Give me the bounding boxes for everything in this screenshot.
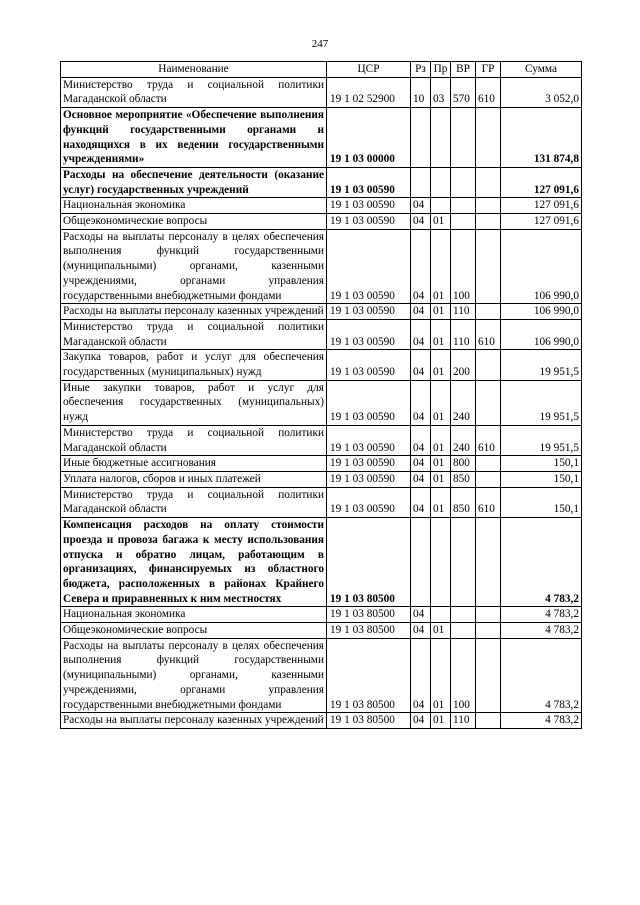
cell-pr [431,607,451,623]
table-row [61,77,582,107]
cell-csr: 19 1 03 00590 [327,214,411,230]
cell-sum: 127 091,6 [501,214,582,230]
cell-pr [431,198,451,214]
table-row [61,319,582,349]
cell-name: Министерство труда и социальной политики Магаданской области [61,487,327,517]
cell-vr: 800 [451,456,476,472]
table-row [61,198,582,214]
cell-rz: 10 [411,77,431,107]
cell-csr: 19 1 03 00000 [327,108,411,168]
cell-name: Министерство труда и социальной политики Магаданской области [61,319,327,349]
cell-name: Расходы на обеспечение деятельности (оказание услуг) государственных учреждений [61,167,327,197]
table-row [61,487,582,517]
cell-gr [476,350,501,380]
cell-csr: 19 1 03 00590 [327,380,411,425]
table-row [61,229,582,304]
cell-sum: 19 951,5 [501,350,582,380]
cell-csr: 19 1 03 00590 [327,487,411,517]
cell-rz [411,518,431,607]
cell-pr: 01 [431,471,451,487]
cell-vr: 110 [451,713,476,729]
cell-name: Уплата налогов, сборов и иных платежей [61,471,327,487]
cell-sum: 106 990,0 [501,229,582,304]
cell-csr: 19 1 03 00590 [327,456,411,472]
cell-pr: 01 [431,319,451,349]
cell-sum: 3 052,0 [501,77,582,107]
cell-sum: 19 951,5 [501,380,582,425]
cell-name: Иные бюджетные ассигнования [61,456,327,472]
cell-gr [476,380,501,425]
cell-vr: 570 [451,77,476,107]
header-vr: ВР [451,62,476,78]
cell-name: Общеэкономические вопросы [61,214,327,230]
table-header-row [61,62,582,78]
header-csr: ЦСР [327,62,411,78]
cell-rz: 04 [411,380,431,425]
cell-vr: 850 [451,487,476,517]
cell-sum: 150,1 [501,456,582,472]
cell-name: Расходы на выплаты персоналу казенных учреждений [61,713,327,729]
cell-vr: 100 [451,229,476,304]
cell-name: Расходы на выплаты персоналу казенных учреждений [61,304,327,320]
cell-vr [451,607,476,623]
cell-rz: 04 [411,319,431,349]
cell-rz: 04 [411,350,431,380]
cell-csr: 19 1 03 00590 [327,229,411,304]
cell-gr [476,304,501,320]
cell-gr: 610 [476,319,501,349]
cell-name: Основное мероприятие «Обеспечение выполнения функций государственными органами и находящихся в их ведении государственными учреждениями» [61,108,327,168]
cell-pr: 01 [431,350,451,380]
cell-name: Национальная экономика [61,607,327,623]
cell-csr: 19 1 03 00590 [327,304,411,320]
budget-table [60,61,582,729]
cell-csr: 19 1 03 00590 [327,319,411,349]
table-row [61,638,582,713]
cell-name: Национальная экономика [61,198,327,214]
cell-gr [476,108,501,168]
cell-pr: 01 [431,456,451,472]
cell-gr [476,623,501,639]
cell-gr [476,167,501,197]
cell-csr: 19 1 03 00590 [327,350,411,380]
cell-vr: 110 [451,319,476,349]
cell-gr [476,214,501,230]
cell-pr: 01 [431,425,451,455]
cell-rz: 04 [411,607,431,623]
cell-gr: 610 [476,77,501,107]
cell-csr: 19 1 03 00590 [327,425,411,455]
cell-vr [451,198,476,214]
cell-csr: 19 1 03 00590 [327,471,411,487]
table-row [61,518,582,607]
cell-csr: 19 1 03 80500 [327,713,411,729]
table-row [61,167,582,197]
table-row [61,607,582,623]
table-row [61,108,582,168]
cell-name: Министерство труда и социальной политики Магаданской области [61,425,327,455]
cell-pr: 01 [431,214,451,230]
cell-pr: 01 [431,638,451,713]
cell-vr: 240 [451,425,476,455]
cell-vr: 240 [451,380,476,425]
cell-gr [476,198,501,214]
cell-pr [431,108,451,168]
cell-gr [476,229,501,304]
cell-sum: 4 783,2 [501,713,582,729]
cell-csr: 19 1 02 52900 [327,77,411,107]
cell-vr: 110 [451,304,476,320]
cell-pr: 01 [431,380,451,425]
cell-sum: 4 783,2 [501,518,582,607]
cell-rz [411,167,431,197]
cell-sum: 106 990,0 [501,319,582,349]
cell-name: Министерство труда и социальной политики Магаданской области [61,77,327,107]
cell-gr [476,456,501,472]
table-row [61,304,582,320]
cell-rz: 04 [411,638,431,713]
cell-vr [451,518,476,607]
cell-rz: 04 [411,214,431,230]
cell-csr: 19 1 03 00590 [327,198,411,214]
cell-csr: 19 1 03 80500 [327,623,411,639]
cell-pr [431,167,451,197]
cell-sum: 4 783,2 [501,607,582,623]
header-gr: ГР [476,62,501,78]
cell-rz: 04 [411,487,431,517]
cell-rz: 04 [411,229,431,304]
cell-gr [476,471,501,487]
cell-gr [476,518,501,607]
cell-sum: 4 783,2 [501,623,582,639]
table-row [61,214,582,230]
table-row [61,380,582,425]
cell-gr: 610 [476,487,501,517]
cell-sum: 4 783,2 [501,638,582,713]
header-rz: Рз [411,62,431,78]
table-row [61,456,582,472]
cell-gr: 610 [476,425,501,455]
cell-rz: 04 [411,198,431,214]
cell-name: Закупка товаров, работ и услуг для обеспечения государственных (муниципальных) нужд [61,350,327,380]
cell-sum: 106 990,0 [501,304,582,320]
cell-rz: 04 [411,623,431,639]
cell-name: Компенсация расходов на оплату стоимости проезда и провоза багажа к месту использования отпуска и обратно лицам, работающим в организациях, финансируемых из областного бюджета, расположенных в районах Крайнего Севера и приравненных к ним местностях [61,518,327,607]
cell-vr: 100 [451,638,476,713]
cell-pr: 01 [431,623,451,639]
cell-csr: 19 1 03 00590 [327,167,411,197]
cell-csr: 19 1 03 80500 [327,607,411,623]
cell-pr: 01 [431,304,451,320]
cell-rz: 04 [411,471,431,487]
cell-rz: 04 [411,425,431,455]
cell-pr: 01 [431,229,451,304]
cell-vr [451,108,476,168]
cell-csr: 19 1 03 80500 [327,638,411,713]
cell-gr [476,713,501,729]
cell-rz [411,108,431,168]
table-row [61,425,582,455]
cell-vr: 850 [451,471,476,487]
table-row [61,623,582,639]
cell-name: Расходы на выплаты персоналу в целях обеспечения выполнения функций государственными (муниципальными) органами, казенными учреждениями, органами управления государственными внебюджетными фондами [61,638,327,713]
header-sum: Сумма [501,62,582,78]
cell-vr [451,214,476,230]
cell-name: Иные закупки товаров, работ и услуг для обеспечения государственных (муниципальных) нужд [61,380,327,425]
cell-sum: 127 091,6 [501,198,582,214]
cell-csr: 19 1 03 80500 [327,518,411,607]
cell-pr: 01 [431,713,451,729]
cell-name: Общеэкономические вопросы [61,623,327,639]
cell-pr: 03 [431,77,451,107]
table-body [61,77,582,728]
table-row [61,713,582,729]
cell-sum: 19 951,5 [501,425,582,455]
cell-vr [451,167,476,197]
cell-rz: 04 [411,456,431,472]
header-pr: Пр [431,62,451,78]
cell-vr [451,623,476,639]
cell-sum: 131 874,8 [501,108,582,168]
cell-name: Расходы на выплаты персоналу в целях обеспечения выполнения функций государственными (муниципальными) органами, казенными учреждениями, органами управления государственными внебюджетными фондами [61,229,327,304]
page-number: 247 [311,38,329,50]
header-name: Наименование [61,62,327,78]
cell-pr [431,518,451,607]
cell-vr: 200 [451,350,476,380]
cell-gr [476,607,501,623]
cell-rz: 04 [411,304,431,320]
cell-sum: 127 091,6 [501,167,582,197]
cell-sum: 150,1 [501,487,582,517]
table-row [61,471,582,487]
cell-gr [476,638,501,713]
table-row [61,350,582,380]
cell-sum: 150,1 [501,471,582,487]
cell-rz: 04 [411,713,431,729]
cell-pr: 01 [431,487,451,517]
